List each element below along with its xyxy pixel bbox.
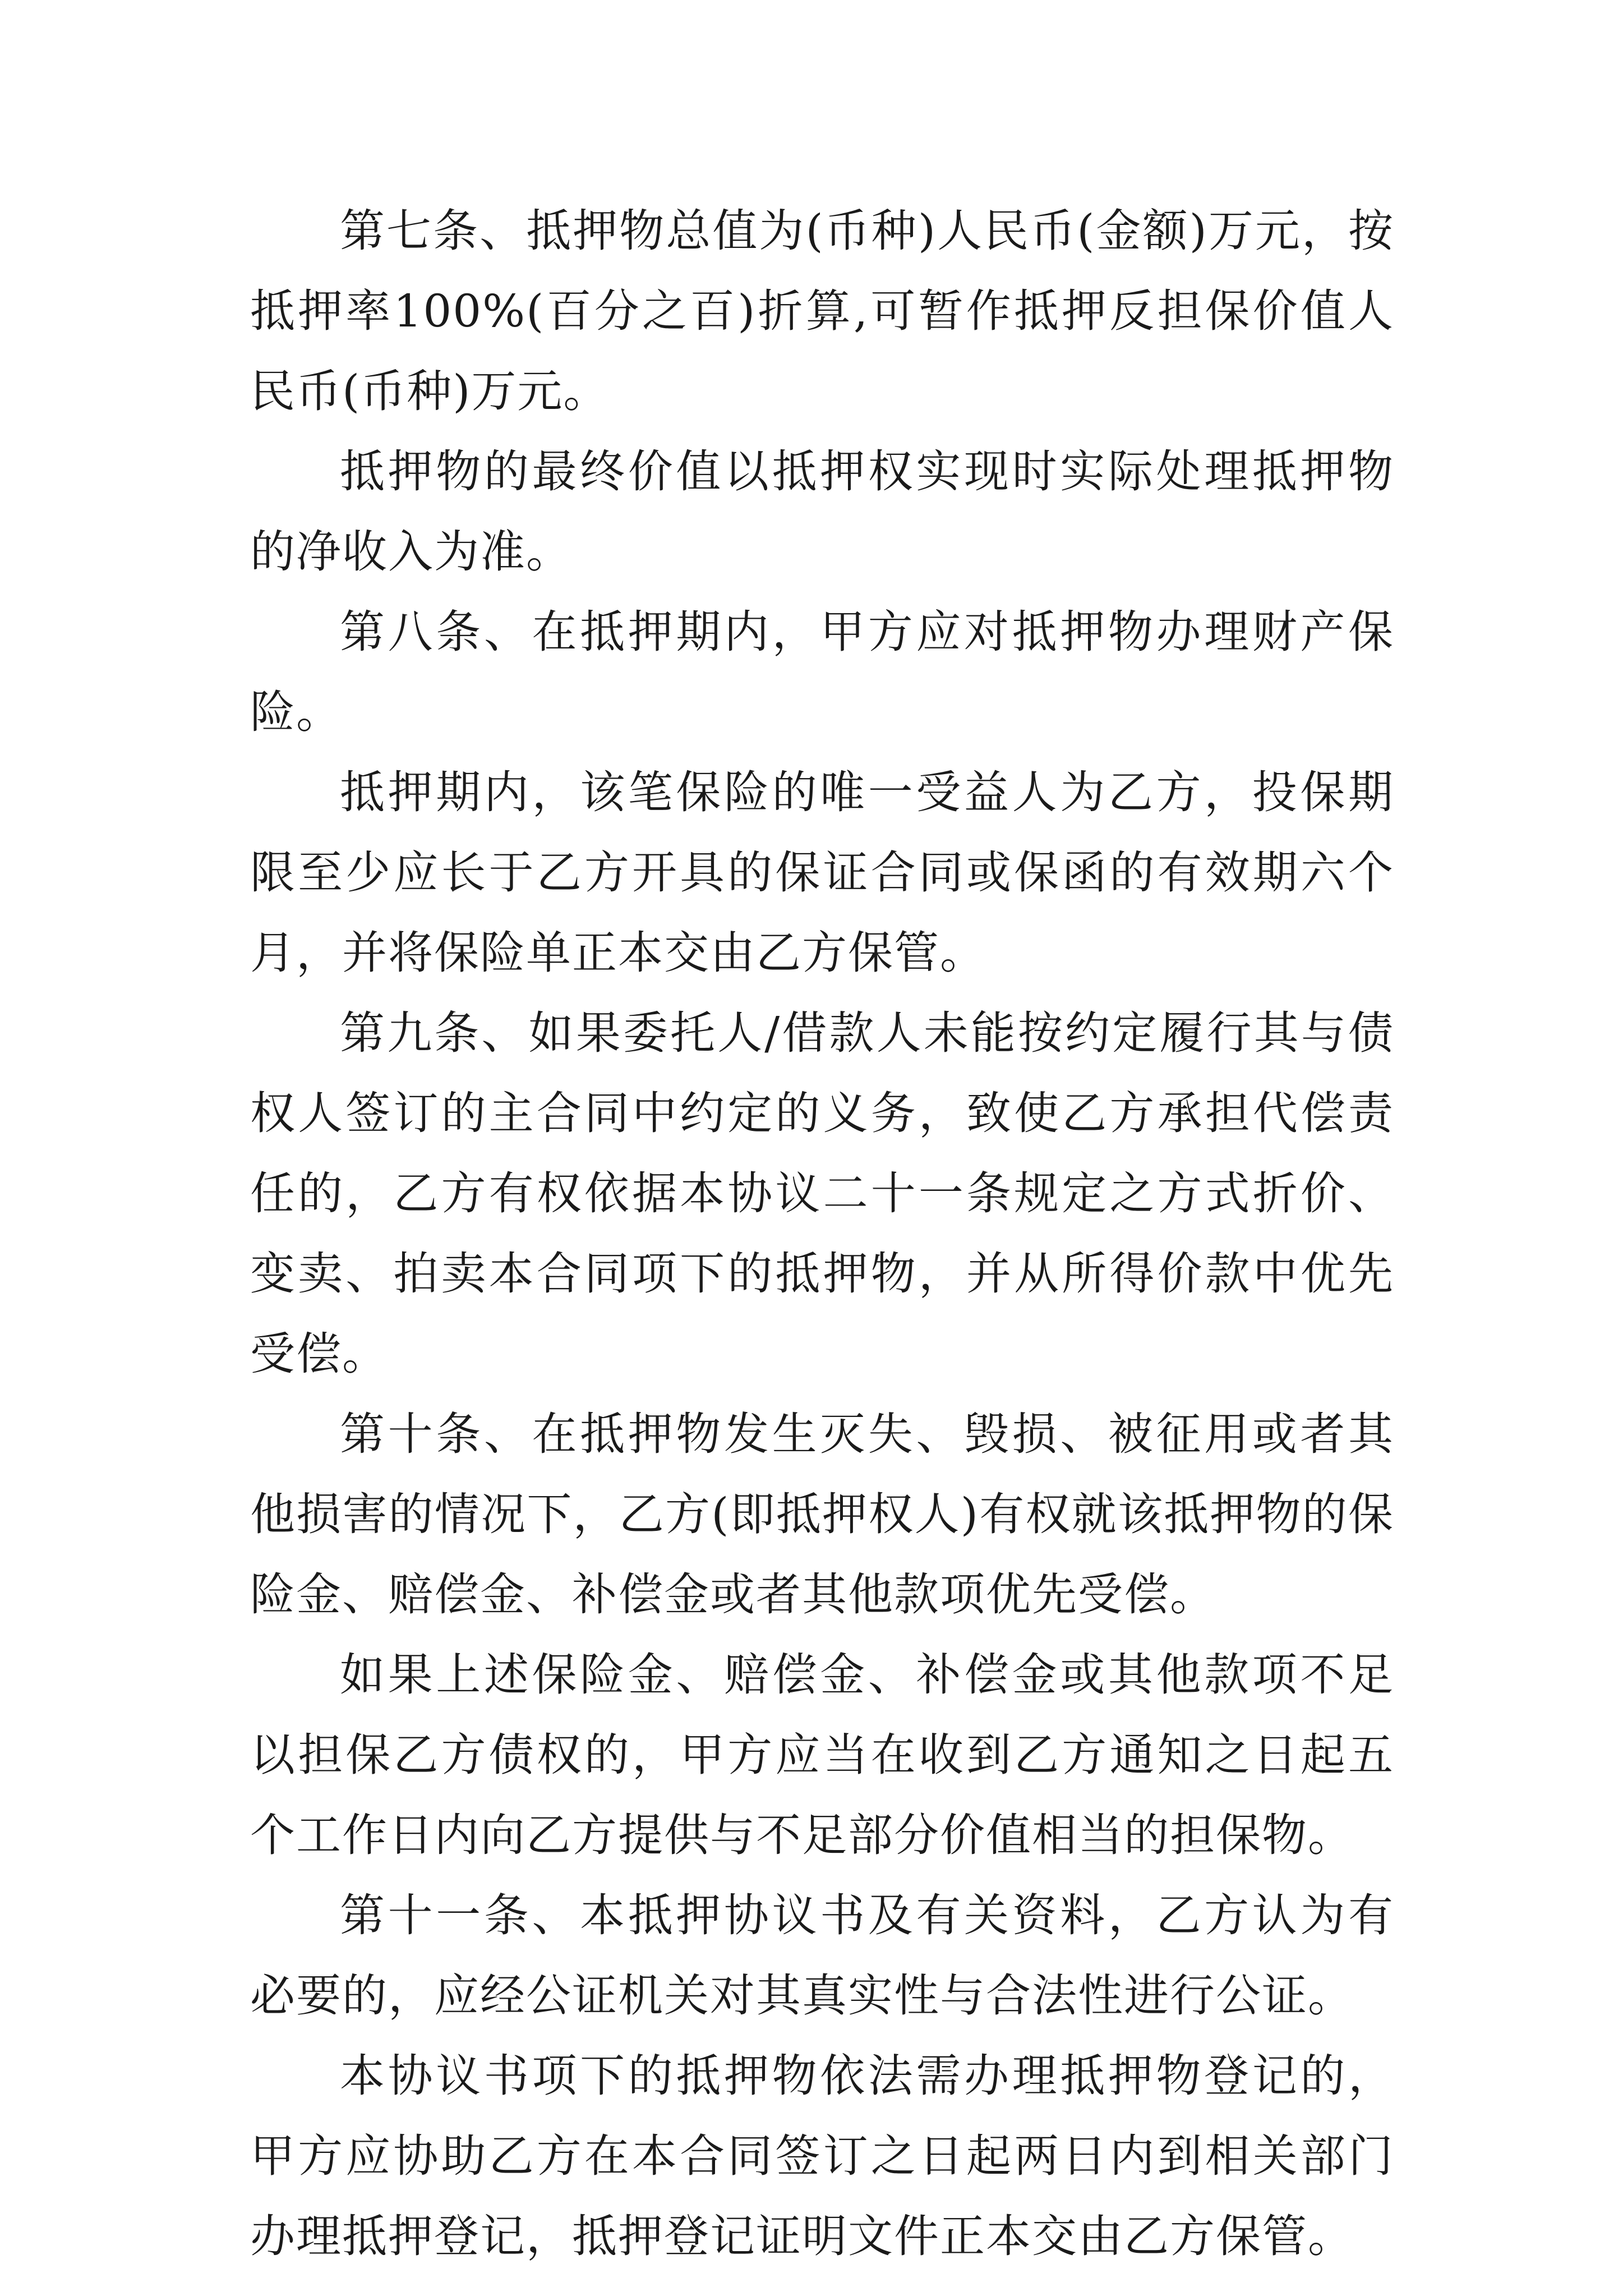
paragraph-article-7: 第七条、抵押物总值为(币种)人民币(金额)万元，按抵押率100%(百分之百)折算,可暂作抵押反担保价值人民币(币种)万元。 xyxy=(250,205,1394,417)
paragraph-registration: 本协议书项下的抵押物依法需办理抵押物登记的，甲方应协助乙方在本合同签订之日起两日内到相关部门办理抵押登记，抵押登记证明文件正本交由乙方保管。 xyxy=(250,2050,1394,2262)
paragraph-article-8: 第八条、在抵押期内，甲方应对抵押物办理财产保险。 xyxy=(250,606,1394,738)
paragraph-insurance-beneficiary: 抵押期内，该笔保险的唯一受益人为乙方，投保期限至少应长于乙方开具的保证合同或保函的有效期六个月，并将保险单正本交由乙方保管。 xyxy=(250,766,1394,979)
paragraph-final-value: 抵押物的最终价值以抵押权实现时实际处理抵押物的净收入为准。 xyxy=(250,445,1394,578)
paragraph-article-9: 第九条、如果委托人/借款人未能按约定履行其与债权人签订的主合同中约定的义务，致使乙方承担代偿责任的，乙方有权依据本协议二十一条规定之方式折价、变卖、拍卖本合同项下的抵押物，并从所得价款中优先受偿。 xyxy=(250,1007,1394,1380)
paragraph-article-11: 第十一条、本抵押协议书及有关资料，乙方认为有必要的，应经公证机关对其真实性与合法性进行公证。 xyxy=(250,1889,1394,2022)
paragraph-article-10: 第十条、在抵押物发生灭失、毁损、被征用或者其他损害的情况下，乙方(即抵押权人)有权就该抵押物的保险金、赔偿金、补偿金或者其他款项优先受偿。 xyxy=(250,1408,1394,1621)
document-body xyxy=(250,191,1394,2276)
paragraph-insufficient-compensation: 如果上述保险金、赔偿金、补偿金或其他款项不足以担保乙方债权的，甲方应当在收到乙方通知之日起五个工作日内向乙方提供与不足部分价值相当的担保物。 xyxy=(250,1649,1394,1861)
